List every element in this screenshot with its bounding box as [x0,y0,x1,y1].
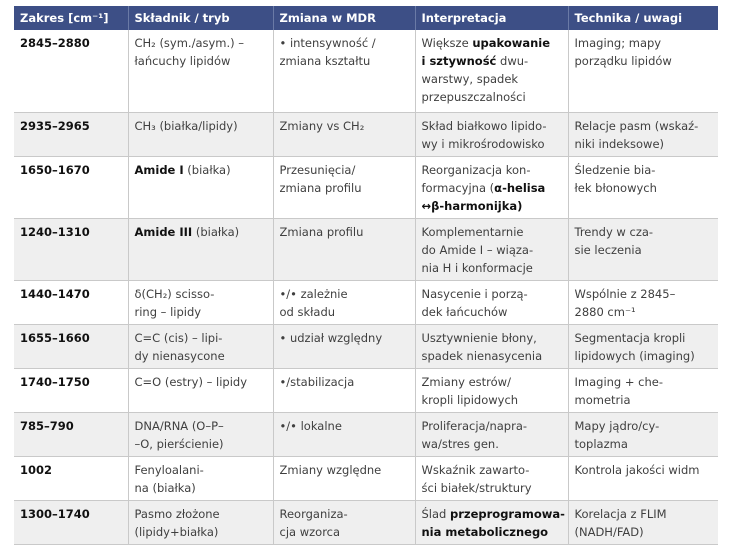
cell-interpretation-line: przepuszczalności [421,90,526,104]
emphasis-text: α-helisa [494,180,546,195]
emphasis-text: Amide I [134,162,184,177]
cell-notes-line: 2880 cm⁻¹ [574,304,636,319]
cell-notes-line: Relacje pasm (wskaź- [574,118,699,133]
cell-change-line: Reorganiza- [279,506,348,521]
cell-component-line: DNA/RNA (O–P– [134,418,224,433]
raman-bands-table [14,6,718,545]
cell-notes [568,368,718,412]
cell-range: 1240–1310 [14,218,128,280]
cell-range: 1650–1670 [14,156,128,218]
cell-interpretation-line: Proliferacja/napra- [421,418,528,433]
table-row [14,156,718,218]
header-range: Zakres [cm⁻¹] [14,6,128,30]
cell-notes-line: Segmentacja kropli [574,330,686,345]
header-change: Zmiana w MDR [273,6,415,30]
cell-interpretation-line: i sztywność dwu- [421,54,529,68]
cell-notes-line: (NADH/FAD) [574,524,644,539]
cell-component [128,500,273,544]
cell-range: 1300–1740 [14,500,128,544]
cell-interpretation [415,412,568,456]
table-row [14,456,718,500]
cell-interpretation [415,112,568,156]
cell-notes [568,500,718,544]
emphasis-text: upakowanie [472,36,551,50]
cell-component [128,280,273,324]
cell-change-line: cja wzorca [279,524,341,539]
cell-change [273,218,415,280]
cell-interpretation [415,30,568,112]
cell-interpretation [415,324,568,368]
cell-notes-line: Imaging + che- [574,374,664,389]
cell-component-line: dy nienasycone [134,348,225,363]
cell-interpretation [415,156,568,218]
cell-interpretation-line [422,197,562,215]
table-row [14,112,718,156]
cell-component-line: Fenyloalani- [134,462,204,477]
cell-notes-line: Korelacja z FLIM [574,506,667,521]
cell-component [128,218,273,280]
cell-range: 785–790 [14,412,128,456]
cell-range: 1440–1470 [14,280,128,324]
cell-change-line: Zmiana profilu [279,224,364,239]
cell-change [273,500,415,544]
header-notes: Technika / uwagi [568,6,718,30]
cell-component [128,156,273,218]
cell-notes-line: Kontrola jakości widm [574,462,700,477]
cell-change-line: • intensywność / [279,36,376,50]
cell-component-line: łańcuchy lipidów [134,54,231,68]
cell-interpretation-line: nia H i konformacje [421,260,533,275]
cell-range: 1740–1750 [14,368,128,412]
cell-notes [568,218,718,280]
cell-notes-line: Wspólnie z 2845– [574,286,676,301]
cell-component-line: ring – lipidy [134,304,202,319]
cell-notes-line: niki indeksowe) [574,136,665,151]
cell-notes-line: porządku lipidów [574,54,672,68]
cell-change [273,412,415,456]
cell-interpretation [415,456,568,500]
cell-interpretation-line: wa/stres gen. [421,436,499,451]
cell-interpretation-line: Nasycenie i porzą- [421,286,528,301]
cell-notes [568,112,718,156]
cell-notes-line: Imaging; mapy [574,36,662,50]
cell-change-line: •/stabilizacja [279,374,355,389]
cell-component-line: Amide I (białka) [134,162,231,177]
cell-interpretation-line: Wskaźnik zawarto- [421,462,530,477]
cell-component-line: –O, pierścienie) [134,436,224,451]
table-body [14,30,718,544]
header-component: Składnik / tryb [128,6,273,30]
cell-interpretation-line [422,523,562,541]
cell-interpretation [415,500,568,544]
cell-notes-line: mometria [574,392,631,407]
cell-change [273,156,415,218]
cell-interpretation [415,218,568,280]
cell-interpretation-line: Skład białkowo lipido- [421,118,547,133]
table-header-row [14,6,718,30]
cell-change [273,112,415,156]
cell-component [128,412,273,456]
emphasis-text: nia metabolicznego [421,524,549,539]
cell-range: 2935–2965 [14,112,128,156]
cell-component-line: CH₃ (białka/lipidy) [134,118,238,133]
cell-change [273,456,415,500]
cell-change-line: Zmiany vs CH₂ [279,118,365,133]
cell-range: 1655–1660 [14,324,128,368]
cell-interpretation [415,368,568,412]
cell-notes [568,156,718,218]
table-row [14,30,718,112]
cell-interpretation-line: Ślad przeprogramowa- [421,506,565,521]
cell-change-line: od składu [279,304,336,319]
cell-component-line: Pasmo złożone [134,506,220,521]
cell-interpretation-line: ści białek/struktury [421,480,532,495]
cell-notes-line: toplazma [574,436,628,451]
cell-change [273,324,415,368]
table-row [14,280,718,324]
cell-notes-line: Trendy w cza- [574,224,654,239]
cell-change-line: zmiana kształtu [279,54,371,68]
header-interpretation: Interpretacja [415,6,568,30]
cell-component [128,112,273,156]
cell-notes-line: Mapy jądro/cy- [574,418,660,433]
table-row [14,218,718,280]
cell-notes [568,30,718,112]
table-row [14,500,718,544]
cell-change-line: Zmiany względne [279,462,382,477]
cell-range: 2845–2880 [14,30,128,112]
cell-notes [568,324,718,368]
cell-change-line: zmiana profilu [279,180,362,195]
cell-component [128,30,273,112]
cell-interpretation-line: kropli lipidowych [421,392,519,407]
emphasis-text: przeprogramowa- [450,506,565,521]
cell-component [128,368,273,412]
emphasis-text: ↔β-harmonijka) [421,198,523,213]
cell-component-line: CH₂ (sym./asym.) – [134,36,245,50]
cell-interpretation-line: dek łańcuchów [421,304,508,319]
cell-change-line: •/• lokalne [279,418,342,433]
cell-change [273,30,415,112]
cell-interpretation [415,280,568,324]
cell-interpretation-line: Komplementarnie [421,224,524,239]
table-row [14,324,718,368]
cell-change-line: Przesunięcia/ [279,162,356,177]
cell-change [273,368,415,412]
cell-notes [568,456,718,500]
cell-component-line: Amide III (białka) [134,224,240,239]
cell-notes-line: Śledzenie bia- [574,162,656,177]
cell-change-line: • udział względny [279,330,383,345]
cell-component-line: (lipidy+białka) [134,524,219,539]
cell-change-line: •/• zależnie [279,286,348,301]
table-container [14,6,718,545]
cell-component [128,324,273,368]
cell-interpretation-line: Usztywnienie błony, [421,330,537,345]
cell-notes-line: lipidowych (imaging) [574,348,695,363]
emphasis-text: i sztywność [421,54,497,68]
cell-interpretation-line: Zmiany estrów/ [421,374,511,389]
table-row [14,412,718,456]
cell-notes-line: łek błonowych [574,180,657,195]
cell-notes [568,412,718,456]
cell-interpretation-line: wy i mikrośrodowisko [421,136,545,151]
cell-interpretation-line: Reorganizacja kon- [421,162,531,177]
emphasis-text: Amide III [134,224,193,239]
cell-interpretation-line: spadek nienasycenia [421,348,543,363]
cell-component-line: C=C (cis) – lipi- [134,330,223,345]
cell-interpretation-line: Większe upakowanie [421,36,551,50]
cell-component-line: na (białka) [134,480,196,495]
table-row [14,368,718,412]
cell-range: 1002 [14,456,128,500]
cell-component-line: δ(CH₂) scisso- [134,286,215,301]
cell-component-line: C=O (estry) – lipidy [134,374,248,389]
cell-interpretation-line: do Amide I – wiąza- [421,242,534,257]
cell-interpretation-line: formacyjna (α-helisa [421,180,546,195]
cell-notes-line: sie leczenia [574,242,642,257]
cell-change [273,280,415,324]
cell-component [128,456,273,500]
cell-interpretation-line: warstwy, spadek [421,72,519,86]
cell-notes [568,280,718,324]
